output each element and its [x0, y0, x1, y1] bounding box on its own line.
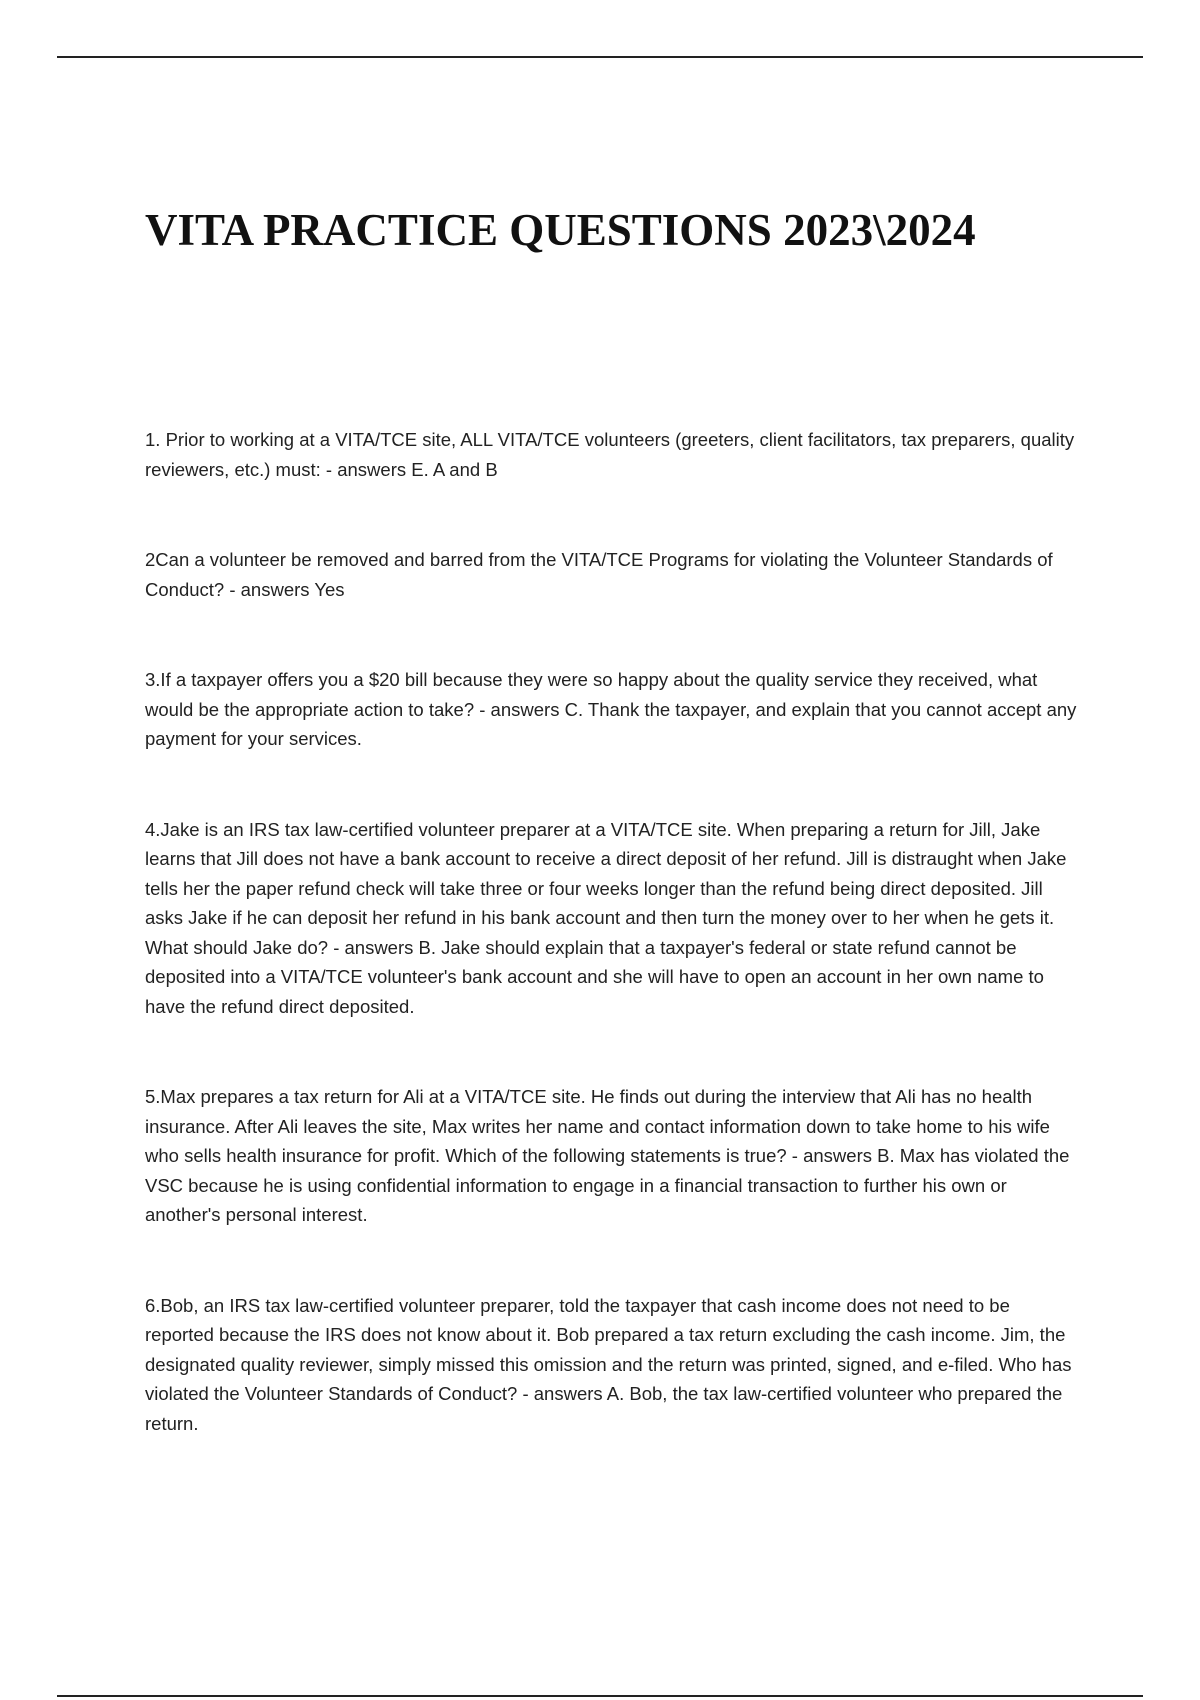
question-5: 5.Max prepares a tax return for Ali at a VITA/TCE site. He finds out during the interview that Ali has no health insurance. After Ali leaves the site, Max writes her name and contact information down to take home to his wife who sells health insurance for profit. Which of the following statements is true? - answers B. Max has violated the VSC because he is using confidential information to engage in a financial transaction to further his own or another's personal interest.	[145, 1086, 1070, 1225]
question-6: 6.Bob, an IRS tax law-certified volunteer preparer, told the taxpayer that cash income does not need to be reported because the IRS does not know about it. Bob prepared a tax return excluding the cash income. Jim, the designated quality reviewer, simply missed this omission and the return was printed, signed, and e-filed. Who has violated the Volunteer Standards of Conduct? - answers A. Bob, the tax law-certified volunteer who prepared the return.	[145, 1294, 1072, 1434]
footer-rule	[57, 1695, 1143, 1697]
question-list	[145, 425, 1080, 1438]
header-rule	[57, 56, 1143, 58]
document-title: VITA PRACTICE QUESTIONS 2023\2024	[145, 205, 976, 255]
question-1: 1. Prior to working at a VITA/TCE site, ALL VITA/TCE volunteers (greeters, client facilitators, tax preparers, quality reviewers, etc.) must: - answers E. A and B	[145, 429, 1075, 480]
question-4: 4.Jake is an IRS tax law-certified volunteer preparer at a VITA/TCE site. When preparing a return for Jill, Jake learns that Jill does not have a bank account to receive a direct deposit of her refund. Jill is distraught when Jake tells her the paper refund check will take three or four weeks longer than the refund being direct deposited. Jill asks Jake if he can deposit her refund in his bank account and then turn the money over to her when he gets it. What should Jake do? - answers B. Jake should explain that a taxpayer's federal or state refund cannot be deposited into a VITA/TCE volunteer's bank account and she will have to open an account in her own name to have the refund direct deposited.	[145, 818, 1067, 1017]
question-2: 2Can a volunteer be removed and barred from the VITA/TCE Programs for violating the Volunteer Standards of Conduct? - answers Yes	[145, 549, 1053, 600]
question-3: 3.If a taxpayer offers you a $20 bill because they were so happy about the quality service they received, what would be the appropriate action to take? - answers C. Thank the taxpayer, and explain that you cannot accept any payment for your services.	[145, 669, 1077, 749]
